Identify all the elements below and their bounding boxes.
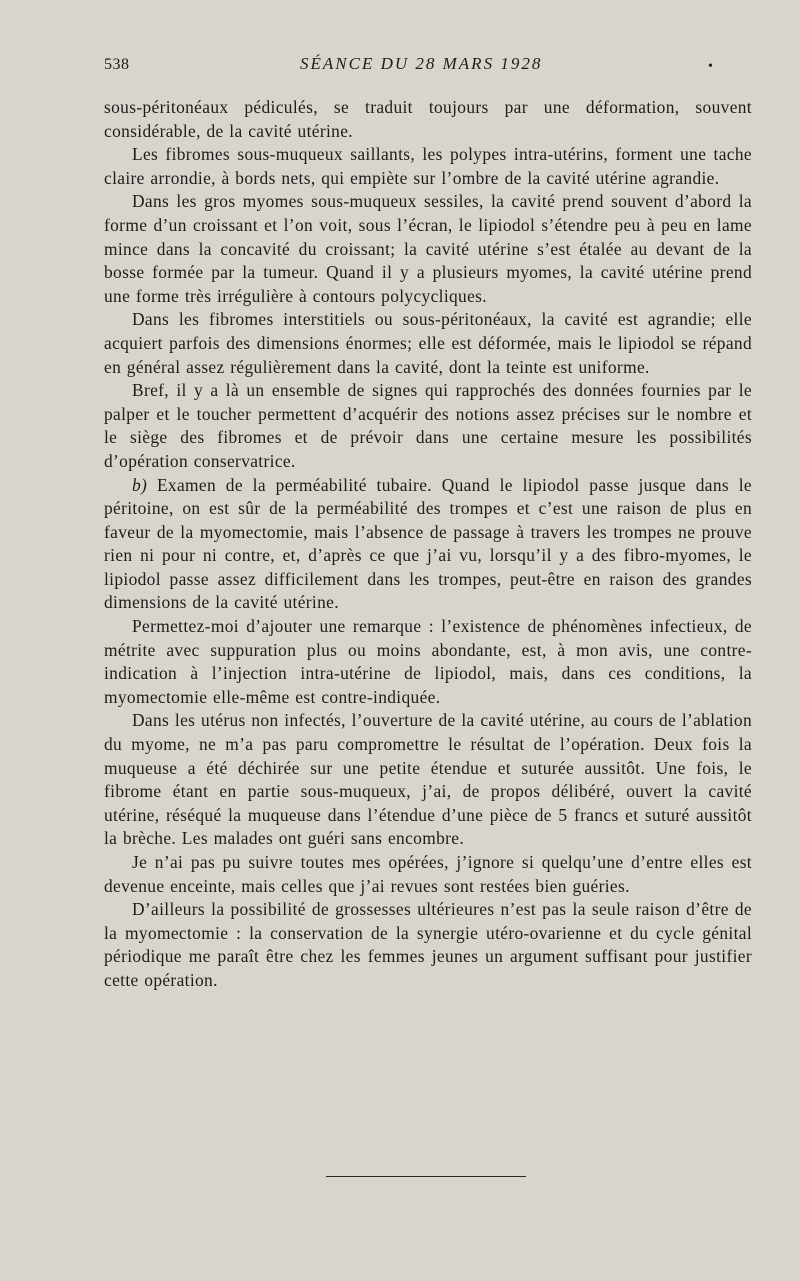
paragraph-uterus-non-infectes: Dans les utérus non infectés, l’ouverture de la cavité utérine, au cours de l’ablation du myome, ne m’a pas paru compromettre le résultat de l’opération. Deux fois la muqueuse a été déchirée sur une petite étendue et suturée aussitôt. Une fois, le fibrome étant en partie sous-muqueux, j’ai, de propos délibéré, ouvert la cavité utérine, réséqué la muqueuse dans l’étendue d’une pièce de 5 francs et suturé aussitôt la brèche. Les malades ont guéri sans encombre. bbox=[104, 710, 752, 849]
paragraph-bref: Bref, il y a là un ensemble de signes qui rapprochés des données fournies par le palper et le toucher permettent d’acquérir des notions assez précises sur le nombre et le siège des fibromes et de prévoir dans une certaine mesure les possibilités d’opération conservatrice. bbox=[104, 380, 752, 471]
paragraph-conclusion: D’ailleurs la possibilité de grossesses ultérieures n’est pas la seule raison d’être de la myomectomie : la conservation de la synergie utéro-ovarienne et du cycle génital périodique me paraît être chez les femmes jeunes un argument suffisant pour justifier cette opération. bbox=[104, 899, 752, 990]
item-label-b: b) bbox=[132, 474, 148, 495]
page-number: 538 bbox=[104, 56, 130, 73]
paragraph-myomes-sessiles: Dans les gros myomes sous-muqueux sessiles, la cavité prend souvent d’abord la forme d’un croissant et l’on voit, sous l’écran, le lipiodol s’étendre peu à peu en lame mince dans la concavité du croissant; la cavité utérine s’est étalée au devant de la bosse formée par la tumeur. Quand il y a plusieurs myomes, la cavité utérine prend une forme très irrégulière à contours polycycliques. bbox=[104, 191, 752, 306]
header-dot: • bbox=[708, 59, 713, 74]
paragraph-remarque: Permettez-moi d’ajouter une remarque : l’existence de phénomènes infectieux, de métrite avec suppuration plus ou moins abondante, est, à mon avis, une contre-indication à l’injection intra-utérine de lipiodol, mais, dans ces conditions, la myomectomie elle-même est contre-indiquée. bbox=[104, 616, 752, 707]
item-text-b: Examen de la perméabilité tubaire. Quand le lipiodol passe jusque dans le péritoine, on est sûr de la perméabilité des trompes et c’est une raison de plus en faveur de la myomectomie, mais l’absence de passage à travers les trompes ne prouve rien ni pour ni contre, et, d’après ce que j’ai vu, lorsqu’il y a des fibro-myomes, le lipiodol passe assez difficilement dans les trompes, peut-être en raison des grandes dimensions de la cavité utérine. bbox=[104, 474, 752, 613]
paragraph-operees: Je n’ai pas pu suivre toutes mes opérées, j’ignore si quelqu’une d’entre elles est devenue enceinte, mais celles que j’ai revues sont restées bien guéries. bbox=[104, 852, 752, 896]
paragraph-continuation: sous-péritonéaux pédiculés, se traduit toujours par une déformation, souvent considérable, de la cavité utérine. bbox=[104, 97, 752, 141]
paragraph-polypes: Les fibromes sous-muqueux saillants, les polypes intra-utérins, forment une tache claire arrondie, à bords nets, qui empiète sur l’ombre de la cavité utérine agrandie. bbox=[104, 144, 752, 188]
running-title: SÉANCE DU 28 MARS 1928 bbox=[300, 54, 543, 73]
paragraph-fibromes-interstitiels: Dans les fibromes interstitiels ou sous-péritonéaux, la cavité est agrandie; elle acquiert parfois des dimensions énormes; elle est déformée, mais le lipiodol se répand en général assez régulièrement dans la cavité, dont la teinte est uniforme. bbox=[104, 309, 752, 377]
body-text bbox=[104, 96, 752, 993]
page-header bbox=[104, 54, 754, 80]
end-rule bbox=[326, 1176, 526, 1177]
paragraph-permeabilite-tubaire bbox=[104, 474, 752, 616]
